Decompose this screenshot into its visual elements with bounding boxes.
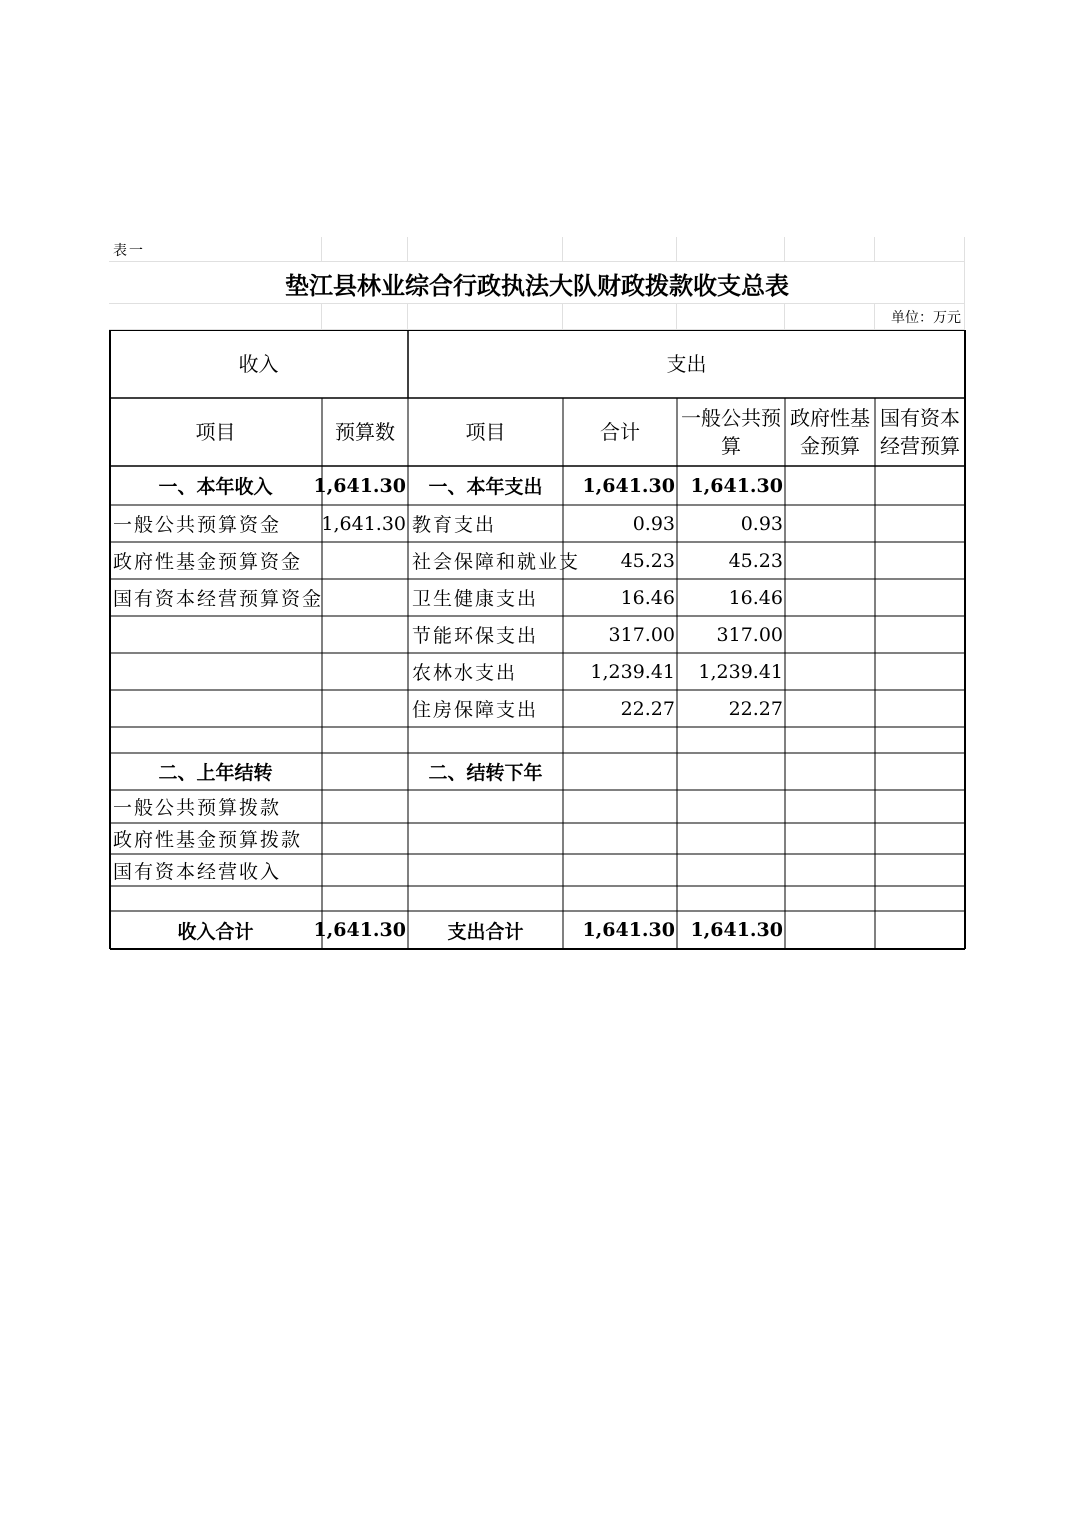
- general-budget-cell: 1,641.30: [690, 474, 783, 497]
- income-item-cell: 一、本年收入: [158, 476, 273, 498]
- gov-fund-cell: [785, 753, 875, 790]
- income-value-cell: [322, 727, 408, 753]
- expense-item-cell: 节能环保支出: [412, 625, 539, 647]
- total-header: 合计: [600, 420, 640, 444]
- gov-fund-cell: [785, 727, 875, 753]
- gov-fund-cell: [785, 886, 875, 911]
- expense-item-cell: 二、结转下年: [428, 762, 543, 784]
- income-value-cell: 1,641.30: [313, 919, 406, 941]
- gov-fund-cell: [785, 911, 875, 949]
- expense-item-cell: [408, 823, 563, 854]
- income-item-cell: 国有资本经营预算资金: [113, 588, 324, 610]
- gov-fund-cell: [785, 616, 875, 653]
- page-title: 垫江县林业综合行政执法大队财政拨款收支总表: [285, 271, 789, 300]
- general-budget-cell: [677, 753, 785, 790]
- expense-total-cell: [563, 790, 677, 823]
- income-value-cell: [322, 854, 408, 886]
- income-item-cell: [109, 616, 322, 653]
- general-budget-cell: 45.23: [728, 549, 783, 572]
- income-item-cell: 一般公共预算资金: [113, 514, 282, 536]
- income-value-cell: [322, 886, 408, 911]
- income-item-cell: 二、上年结转: [158, 762, 273, 784]
- empty-cell: [677, 304, 785, 330]
- state-capital-cell: [875, 505, 965, 542]
- empty-cell: [563, 304, 677, 330]
- sheet-label: 表一: [113, 242, 145, 259]
- empty-cell: [408, 304, 563, 330]
- expense-header: 支出: [666, 352, 707, 376]
- expense-total-cell: 1,641.30: [582, 474, 675, 497]
- state-capital-cell: [875, 886, 965, 911]
- income-item-cell: 一般公共预算拨款: [113, 797, 282, 819]
- expense-total-cell: 0.93: [632, 512, 675, 535]
- state-capital-cell: [875, 854, 965, 886]
- expense-item-cell: 住房保障支出: [412, 699, 539, 721]
- income-value-cell: [322, 653, 408, 690]
- income-item-cell: [109, 690, 322, 727]
- income-item-cell: 政府性基金预算资金: [113, 551, 303, 573]
- income-value-cell: [322, 690, 408, 727]
- empty-cell: [322, 237, 408, 262]
- general-budget-cell: 16.46: [728, 586, 783, 609]
- state-capital-cell: [875, 753, 965, 790]
- expense-item-header: 项目: [465, 420, 506, 444]
- empty-cell: [785, 237, 875, 262]
- expense-item-cell: [408, 727, 563, 753]
- state-capital-cell: [875, 616, 965, 653]
- general-budget-cell: 1,239.41: [698, 660, 783, 683]
- empty-cell: [408, 237, 563, 262]
- general-budget-cell: 317.00: [716, 623, 783, 646]
- gov-fund-cell: [785, 653, 875, 690]
- state-capital-cell: [875, 579, 965, 616]
- gov-fund-cell: [785, 466, 875, 505]
- income-value-cell: 1,641.30: [313, 474, 406, 497]
- state-capital-cell: [875, 823, 965, 854]
- general-budget-cell: 22.27: [728, 697, 783, 720]
- expense-total-cell: [563, 854, 677, 886]
- gov-fund-cell: [785, 854, 875, 886]
- income-value-cell: [322, 790, 408, 823]
- state-capital-header: 国有资本经营预算: [880, 406, 960, 458]
- income-item-header: 项目: [195, 420, 236, 444]
- state-capital-cell: [875, 466, 965, 505]
- empty-cell: [322, 304, 408, 330]
- general-budget-cell: [677, 790, 785, 823]
- expense-item-cell: 农林水支出: [412, 662, 518, 684]
- expense-item-cell: [408, 886, 563, 911]
- unit-label: 单位：万元: [891, 310, 961, 326]
- income-value-cell: [322, 542, 408, 579]
- general-budget-cell: [677, 727, 785, 753]
- income-item-cell: [109, 886, 322, 911]
- expense-total-cell: 45.23: [620, 549, 675, 572]
- state-capital-cell: [875, 790, 965, 823]
- general-budget-cell: 1,641.30: [690, 919, 783, 941]
- gov-fund-cell: [785, 542, 875, 579]
- income-item-cell: [109, 653, 322, 690]
- expense-item-cell: [408, 854, 563, 886]
- expense-total-cell: 1,239.41: [590, 660, 675, 683]
- income-item-cell: 收入合计: [177, 920, 254, 943]
- gov-fund-cell: [785, 790, 875, 823]
- expense-total-cell: 22.27: [620, 697, 675, 720]
- income-value-cell: [322, 753, 408, 790]
- state-capital-cell: [875, 542, 965, 579]
- budget-header: 预算数: [335, 420, 395, 444]
- empty-cell: [875, 237, 965, 262]
- income-value-cell: [322, 616, 408, 653]
- general-budget-cell: [677, 854, 785, 886]
- expense-item-cell: 支出合计: [447, 920, 524, 943]
- expense-total-cell: [563, 727, 677, 753]
- state-capital-cell: [875, 727, 965, 753]
- state-capital-cell: [875, 911, 965, 949]
- gov-fund-cell: [785, 823, 875, 854]
- income-header: 收入: [238, 352, 279, 376]
- income-value-cell: [322, 823, 408, 854]
- expense-total-cell: 317.00: [608, 623, 675, 646]
- gov-fund-cell: [785, 505, 875, 542]
- expense-item-cell: 卫生健康支出: [412, 588, 539, 610]
- gov-fund-cell: [785, 579, 875, 616]
- expense-total-cell: 16.46: [620, 586, 675, 609]
- expense-total-cell: [563, 823, 677, 854]
- general-budget-cell: [677, 886, 785, 911]
- empty-cell: [109, 304, 322, 330]
- expense-item-cell: [408, 790, 563, 823]
- income-item-cell: 政府性基金预算拨款: [113, 829, 303, 851]
- empty-cell: [677, 237, 785, 262]
- income-item-cell: 国有资本经营收入: [113, 860, 282, 883]
- income-value-cell: 1,641.30: [321, 512, 406, 535]
- income-value-cell: [322, 579, 408, 616]
- expense-total-cell: [563, 886, 677, 911]
- expense-total-cell: 1,641.30: [582, 919, 675, 941]
- gov-fund-cell: [785, 690, 875, 727]
- expense-total-cell: [563, 753, 677, 790]
- state-capital-cell: [875, 653, 965, 690]
- income-item-cell: [109, 727, 322, 753]
- expense-item-cell: 社会保障和就业支: [412, 551, 581, 573]
- expense-item-cell: 教育支出: [412, 514, 497, 536]
- empty-cell: [563, 237, 677, 262]
- expense-item-cell: 一、本年支出: [428, 476, 543, 498]
- general-budget-header: 一般公共预算: [681, 406, 781, 458]
- general-budget-cell: 0.93: [740, 512, 783, 535]
- gov-fund-header: 政府性基金预算: [790, 406, 870, 458]
- state-capital-cell: [875, 690, 965, 727]
- general-budget-cell: [677, 823, 785, 854]
